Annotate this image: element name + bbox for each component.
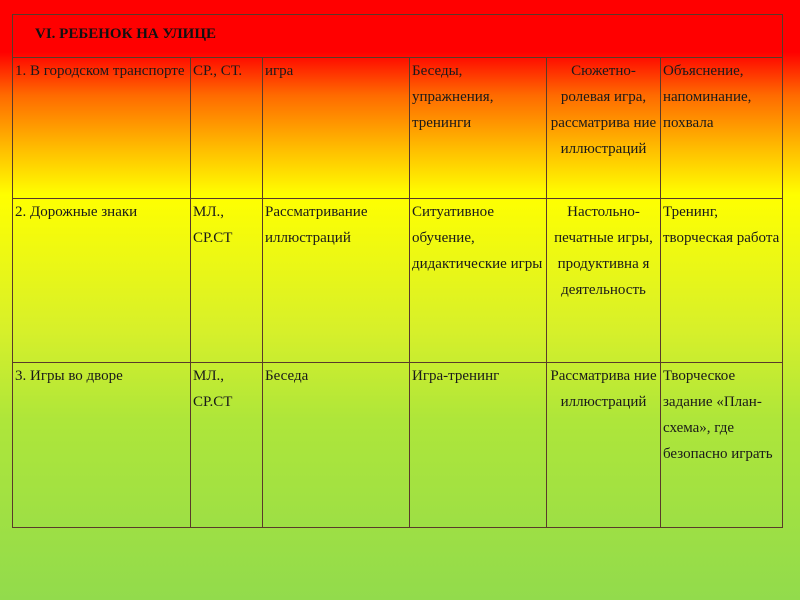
form-cell: игра (263, 58, 410, 199)
safety-table (12, 14, 783, 528)
table-row (13, 363, 783, 528)
topic-cell: 1. В городском транспорте (13, 58, 191, 199)
age-cell: МЛ., СР.СТ (191, 363, 263, 528)
section-title: VI. РЕБЕНОК НА УЛИЦЕ (13, 15, 783, 58)
form-cell: Беседа (263, 363, 410, 528)
methods-cell: Ситуативное обучение, дидактические игры (410, 199, 547, 363)
activities-cell: Настольно-печатные игры, продуктивна я деятельность (547, 199, 661, 363)
form-cell: Рассматривание иллюстраций (263, 199, 410, 363)
age-cell: МЛ., СР.СТ (191, 199, 263, 363)
activities-cell: Сюжетно-ролевая игра, рассматрива ние иллюстраций (547, 58, 661, 199)
methods-cell: Беседы, упражнения, тренинги (410, 58, 547, 199)
table-row (13, 199, 783, 363)
methods-cell: Игра-тренинг (410, 363, 547, 528)
topic-cell: 2. Дорожные знаки (13, 199, 191, 363)
topic-cell: 3. Игры во дворе (13, 363, 191, 528)
activities-cell: Рассматрива ние иллюстраций (547, 363, 661, 528)
table-row (13, 58, 783, 199)
result-cell: Творческое задание «План-схема», где безопасно играть (661, 363, 783, 528)
result-cell: Тренинг, творческая работа (661, 199, 783, 363)
age-cell: СР., СТ. (191, 58, 263, 199)
result-cell: Объяснение, напоминание, похвала (661, 58, 783, 199)
